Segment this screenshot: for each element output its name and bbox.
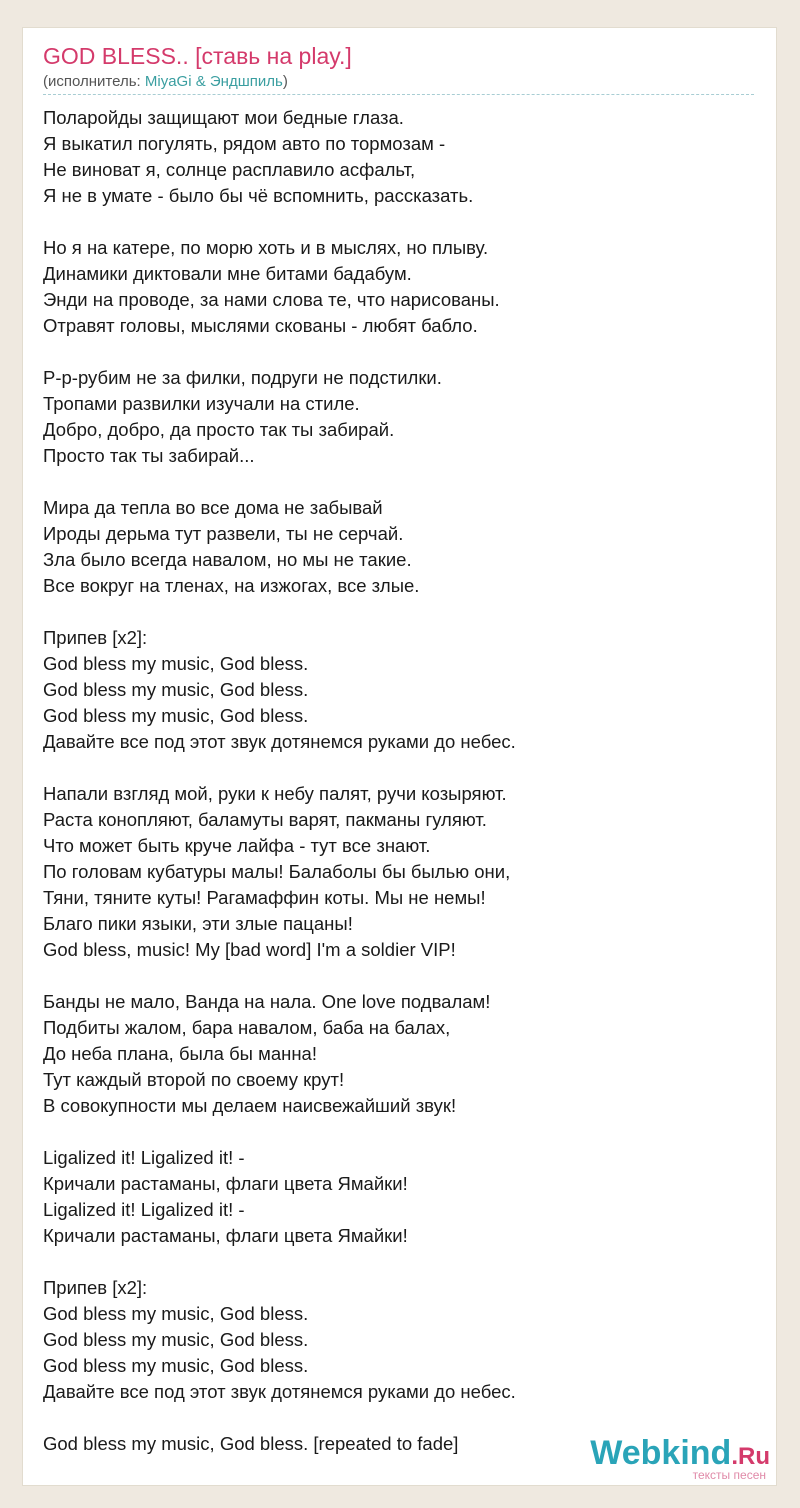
lyric-line: Все вокруг на тленах, на изжогах, все злые. (43, 575, 420, 596)
lyric-line: Ироды дерьма тут развели, ты не серчай. (43, 523, 404, 544)
lyric-line: God bless my music, God bless. (43, 679, 309, 700)
lyric-line: Банды не мало, Ванда на нала. One love подвалам! (43, 991, 491, 1012)
lyric-line: Я выкатил погулять, рядом авто по тормозам - (43, 133, 446, 154)
title-divider (43, 94, 754, 95)
lyric-line: Ligalized it! Ligalized it! - (43, 1147, 245, 1168)
stanza-gap (43, 755, 758, 781)
lyric-line: Не виноват я, солнце расплавило асфальт, (43, 159, 416, 180)
artist-prefix: (исполнитель: (43, 73, 145, 90)
lyric-line: Кричали растаманы, флаги цвета Ямайки! (43, 1173, 408, 1194)
song-title: GOD BLESS.. [ставь на play.] (43, 43, 352, 69)
logo-brand: Webkind (590, 1434, 732, 1472)
lyric-line: Р-р-рубим не за филки, подруги не подстилки. (43, 367, 442, 388)
lyric-line: God bless my music, God bless. (43, 1329, 309, 1350)
lyric-line: God bless my music, God bless. (43, 1303, 309, 1324)
stanza-gap (43, 469, 758, 495)
lyric-line: Ligalized it! Ligalized it! - (43, 1199, 245, 1220)
lyrics-text (43, 105, 758, 1457)
lyric-line: Раста конопляют, баламуты варят, пакманы гуляют. (43, 809, 487, 830)
artist-suffix: ) (282, 73, 288, 90)
lyric-line: Припев [x2]: (43, 627, 148, 648)
lyric-line: Благо пики языки, эти злые пацаны! (43, 913, 353, 934)
lyric-line: Давайте все под этот звук дотянемся руками до небес. (43, 731, 516, 752)
lyric-line: Добро, добро, да просто так ты забирай. (43, 419, 395, 440)
lyric-line: Припев [x2]: (43, 1277, 148, 1298)
lyric-line: Тут каждый второй по своему крут! (43, 1069, 345, 1090)
stanza-gap (43, 963, 758, 989)
lyrics-card (22, 27, 777, 1486)
logo-tagline: тексты песен (692, 1468, 766, 1482)
webkind-logo[interactable] (590, 1435, 770, 1481)
stanza-gap (43, 599, 758, 625)
stanza-gap (43, 1119, 758, 1145)
stanza-gap (43, 339, 758, 365)
lyric-line: Давайте все под этот звук дотянемся руками до небес. (43, 1381, 516, 1402)
lyric-line: God bless my music, God bless. (43, 705, 309, 726)
lyric-line: Динамики диктовали мне битами бадабум. (43, 263, 412, 284)
lyric-line: Подбиты жалом, бара навалом, баба на балах, (43, 1017, 451, 1038)
logo-tld: .Ru (731, 1443, 770, 1470)
lyric-line: Тропами развилки изучали на стиле. (43, 393, 360, 414)
lyric-line: Но я на катере, по морю хоть и в мыслях, но плыву. (43, 237, 489, 258)
stanza-gap (43, 1249, 758, 1275)
lyric-line: God bless my music, God bless. (43, 653, 309, 674)
lyric-line: До неба плана, была бы манна! (43, 1043, 317, 1064)
lyric-line: В совокупности мы делаем наисвежайший звук! (43, 1095, 457, 1116)
artist-link[interactable]: MiyaGi & Эндшпиль (144, 73, 283, 90)
lyric-line: Мира да тепла во все дома не забывай (43, 497, 383, 518)
lyric-line: Зла было всегда навалом, но мы не такие. (43, 549, 412, 570)
lyric-line: Энди на проводе, за нами слова те, что нарисованы. (43, 289, 500, 310)
lyric-line: Просто так ты забирай... (43, 445, 255, 466)
stanza-gap (43, 1405, 758, 1431)
lyric-line: God bless my music, God bless. [repeated to fade] (43, 1433, 459, 1454)
lyric-line: По головам кубатуры малы! Балаболы бы былью они, (43, 861, 511, 882)
lyric-line: Я не в умате - было бы чё вспомнить, рассказать. (43, 185, 474, 206)
lyric-line: God bless, music! My [bad word] I'm a soldier VIP! (43, 939, 456, 960)
lyric-line: Кричали растаманы, флаги цвета Ямайки! (43, 1225, 408, 1246)
lyric-line: Поларойды защищают мои бедные глаза. (43, 107, 404, 128)
artist-byline (43, 72, 288, 92)
lyric-line: Тяни, тяните куты! Рагамаффин коты. Мы не немы! (43, 887, 486, 908)
lyric-line: Отравят головы, мыслями скованы - любят бабло. (43, 315, 478, 336)
lyric-line: Что может быть круче лайфа - тут все знают. (43, 835, 431, 856)
lyric-line: God bless my music, God bless. (43, 1355, 309, 1376)
stanza-gap (43, 209, 758, 235)
lyric-line: Напали взгляд мой, руки к небу палят, ручи козыряют. (43, 783, 507, 804)
